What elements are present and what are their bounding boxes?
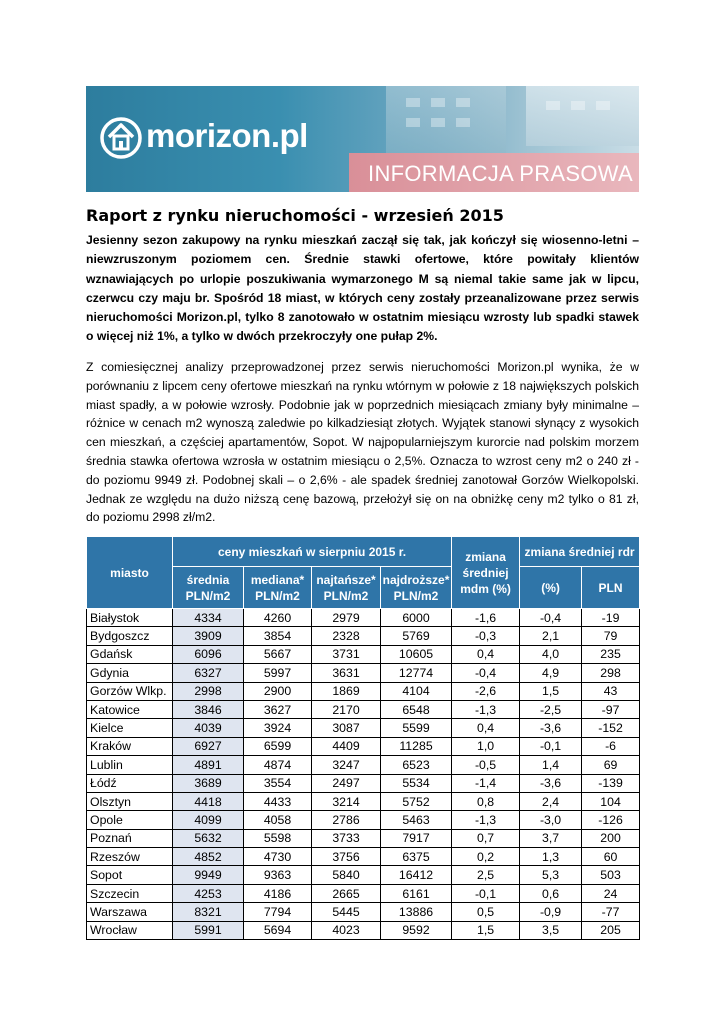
table-cell-rdr-pln: 205 <box>582 921 640 939</box>
table-cell-median: 3554 <box>244 774 312 792</box>
table-cell-mdm: -1,4 <box>452 774 520 792</box>
table-cell-mdm: -0,1 <box>452 884 520 902</box>
table-row <box>87 627 640 645</box>
table-cell-max: 5463 <box>381 811 452 829</box>
table-cell-rdr-pct: 3,5 <box>520 921 582 939</box>
table-cell-rdr-pct: 4,9 <box>520 664 582 682</box>
table-cell-city: Opole <box>87 811 173 829</box>
table-row <box>87 737 640 755</box>
table-cell-rdr-pct: 5,3 <box>520 866 582 884</box>
table-cell-max: 5534 <box>381 774 452 792</box>
table-cell-min: 5840 <box>312 866 381 884</box>
table-cell-city: Warszawa <box>87 903 173 921</box>
table-cell-median: 7794 <box>244 903 312 921</box>
table-cell-rdr-pln: 235 <box>582 645 640 663</box>
table-cell-mdm: 1,5 <box>452 921 520 939</box>
table-cell-rdr-pln: 43 <box>582 682 640 700</box>
table-cell-avg: 5632 <box>173 829 244 847</box>
table-cell-min: 4409 <box>312 737 381 755</box>
table-row <box>87 719 640 737</box>
table-cell-avg: 4099 <box>173 811 244 829</box>
table-cell-mdm: -1,3 <box>452 811 520 829</box>
table-cell-rdr-pln: -77 <box>582 903 640 921</box>
table-cell-mdm: 0,4 <box>452 645 520 663</box>
table-cell-median: 4433 <box>244 792 312 810</box>
table-cell-min: 2786 <box>312 811 381 829</box>
table-cell-avg: 6927 <box>173 737 244 755</box>
table-cell-max: 5769 <box>381 627 452 645</box>
table-cell-avg: 8321 <box>173 903 244 921</box>
table-cell-min: 5445 <box>312 903 381 921</box>
table-cell-rdr-pct: -0,9 <box>520 903 582 921</box>
table-cell-city: Kraków <box>87 737 173 755</box>
table-cell-mdm: -0,5 <box>452 756 520 774</box>
table-cell-city: Rzeszów <box>87 848 173 866</box>
banner-window <box>406 98 420 107</box>
table-cell-avg: 4418 <box>173 792 244 810</box>
table-cell-min: 3731 <box>312 645 381 663</box>
table-cell-city: Wrocław <box>87 921 173 939</box>
table-row <box>87 700 640 718</box>
table-cell-city: Lublin <box>87 756 173 774</box>
table-cell-mdm: 0,5 <box>452 903 520 921</box>
table-cell-min: 2665 <box>312 884 381 902</box>
table-cell-rdr-pln: 79 <box>582 627 640 645</box>
table-cell-rdr-pln: 200 <box>582 829 640 847</box>
table-cell-city: Kielce <box>87 719 173 737</box>
table-cell-mdm: -0,3 <box>452 627 520 645</box>
press-release-strip <box>349 153 639 192</box>
header-city: miasto <box>87 537 173 609</box>
table-cell-avg: 6327 <box>173 664 244 682</box>
table-cell-max: 6523 <box>381 756 452 774</box>
header-prices: ceny mieszkań w sierpniu 2015 r. <box>173 537 452 567</box>
table-cell-rdr-pct: -0,1 <box>520 737 582 755</box>
table-cell-city: Szczecin <box>87 884 173 902</box>
table-cell-mdm: 0,7 <box>452 829 520 847</box>
table-row <box>87 645 640 663</box>
table-cell-mdm: -2,6 <box>452 682 520 700</box>
table-cell-median: 9363 <box>244 866 312 884</box>
table-cell-rdr-pln: -126 <box>582 811 640 829</box>
table-cell-rdr-pct: 3,7 <box>520 829 582 847</box>
table-cell-min: 4023 <box>312 921 381 939</box>
table-cell-min: 3087 <box>312 719 381 737</box>
table-cell-city: Katowice <box>87 700 173 718</box>
banner-window <box>456 118 470 127</box>
header-rdr: zmiana średniej rdr <box>520 537 640 567</box>
table-cell-min: 2328 <box>312 627 381 645</box>
header-avg: średnia PLN/m2 <box>173 567 244 609</box>
lead-paragraph: Jesienny sezon zakupowy na rynku mieszkań zaczął się tak, jak kończył się wiosenno-letni – niewzruszonym poziomem cen. Średnie stawki ofertowe, które powitały klientów wznawiających po urlopie poszukiwania wymarzonego M są niemal takie same jak w lipcu, czerwcu czy maju br. Spośród 18 miast, w których ceny zostały przeanalizowane przez serwis nieruchomości Morizon.pl, tylko 8 zanotowało w ostatnim miesiącu wzrosty lub spadki stawek o więcej niż 1%, a tylko w dwóch przekroczyły one pułap 2%. <box>86 233 639 344</box>
banner-window <box>456 98 470 107</box>
table-cell-median: 4874 <box>244 756 312 774</box>
table-cell-median: 5667 <box>244 645 312 663</box>
banner-window <box>571 101 585 110</box>
header-max: najdroższe* PLN/m2 <box>381 567 452 609</box>
table-cell-city: Gorzów Wlkp. <box>87 682 173 700</box>
table-cell-min: 3631 <box>312 664 381 682</box>
table-cell-city: Bydgoszcz <box>87 627 173 645</box>
table-cell-rdr-pct: 2,4 <box>520 792 582 810</box>
table-cell-max: 9592 <box>381 921 452 939</box>
table-row <box>87 811 640 829</box>
table-cell-min: 3247 <box>312 756 381 774</box>
table-cell-city: Gdynia <box>87 664 173 682</box>
table-cell-rdr-pct: -3,0 <box>520 811 582 829</box>
table-cell-avg: 3846 <box>173 700 244 718</box>
table-cell-max: 11285 <box>381 737 452 755</box>
house-logo-icon <box>100 111 144 161</box>
table-cell-median: 5997 <box>244 664 312 682</box>
table-cell-rdr-pct: 1,3 <box>520 848 582 866</box>
table-cell-city: Poznań <box>87 829 173 847</box>
table-cell-avg: 4852 <box>173 848 244 866</box>
table-row <box>87 664 640 682</box>
table-cell-median: 4730 <box>244 848 312 866</box>
table-cell-mdm: 0,2 <box>452 848 520 866</box>
table-row <box>87 866 640 884</box>
logo-wordmark: morizon.pl <box>146 117 308 154</box>
prices-table <box>86 536 640 940</box>
table-row <box>87 921 640 939</box>
table-cell-median: 4058 <box>244 811 312 829</box>
table-cell-max: 5599 <box>381 719 452 737</box>
header-median: mediana* PLN/m2 <box>244 567 312 609</box>
banner-window <box>406 118 420 127</box>
table-row <box>87 829 640 847</box>
table-cell-rdr-pct: 1,5 <box>520 682 582 700</box>
banner-window <box>431 98 445 107</box>
header-rdr-pct: (%) <box>520 567 582 609</box>
table-cell-rdr-pln: -6 <box>582 737 640 755</box>
table-row <box>87 756 640 774</box>
table-row <box>87 903 640 921</box>
header-min: najtańsze* PLN/m2 <box>312 567 381 609</box>
table-cell-mdm: 0,8 <box>452 792 520 810</box>
table-cell-rdr-pln: 503 <box>582 866 640 884</box>
prices-table-body <box>87 609 640 940</box>
table-cell-median: 2900 <box>244 682 312 700</box>
table-cell-avg: 4253 <box>173 884 244 902</box>
table-cell-max: 6548 <box>381 700 452 718</box>
table-cell-rdr-pln: -19 <box>582 609 640 627</box>
header-rdr-pln: PLN <box>582 567 640 609</box>
table-cell-rdr-pct: 1,4 <box>520 756 582 774</box>
table-cell-min: 2170 <box>312 700 381 718</box>
table-cell-min: 3756 <box>312 848 381 866</box>
table-cell-mdm: -0,4 <box>452 664 520 682</box>
header-mdm: zmiana średniej mdm (%) <box>452 537 520 609</box>
table-cell-rdr-pct: -0,4 <box>520 609 582 627</box>
table-cell-rdr-pln: 69 <box>582 756 640 774</box>
table-cell-avg: 9949 <box>173 866 244 884</box>
table-cell-median: 6599 <box>244 737 312 755</box>
table-cell-mdm: -1,6 <box>452 609 520 627</box>
table-cell-max: 12774 <box>381 664 452 682</box>
table-cell-avg: 3689 <box>173 774 244 792</box>
table-cell-max: 13886 <box>381 903 452 921</box>
table-row <box>87 792 640 810</box>
banner-window <box>431 118 445 127</box>
table-cell-max: 7917 <box>381 829 452 847</box>
table-cell-median: 4186 <box>244 884 312 902</box>
table-cell-mdm: 0,4 <box>452 719 520 737</box>
table-cell-rdr-pln: 298 <box>582 664 640 682</box>
table-row <box>87 609 640 627</box>
table-cell-min: 3733 <box>312 829 381 847</box>
table-cell-avg: 4039 <box>173 719 244 737</box>
table-cell-mdm: 2,5 <box>452 866 520 884</box>
table-cell-max: 6000 <box>381 609 452 627</box>
report-title: Raport z rynku nieruchomości - wrzesień 2015 <box>86 206 504 225</box>
table-cell-max: 16412 <box>381 866 452 884</box>
table-cell-avg: 2998 <box>173 682 244 700</box>
table-cell-min: 2979 <box>312 609 381 627</box>
banner-building-right <box>526 86 639 146</box>
table-cell-rdr-pln: -97 <box>582 700 640 718</box>
table-cell-min: 3214 <box>312 792 381 810</box>
table-cell-median: 3854 <box>244 627 312 645</box>
table-cell-avg: 5991 <box>173 921 244 939</box>
table-cell-max: 5752 <box>381 792 452 810</box>
table-cell-rdr-pct: -2,5 <box>520 700 582 718</box>
table-cell-city: Łódź <box>87 774 173 792</box>
table-cell-max: 10605 <box>381 645 452 663</box>
table-cell-city: Białystok <box>87 609 173 627</box>
table-row <box>87 682 640 700</box>
table-cell-city: Sopot <box>87 866 173 884</box>
table-cell-rdr-pln: 104 <box>582 792 640 810</box>
table-row <box>87 848 640 866</box>
table-cell-mdm: 1,0 <box>452 737 520 755</box>
table-cell-max: 4104 <box>381 682 452 700</box>
table-cell-min: 2497 <box>312 774 381 792</box>
table-cell-rdr-pln: 60 <box>582 848 640 866</box>
table-cell-rdr-pct: 0,6 <box>520 884 582 902</box>
press-banner <box>86 86 639 192</box>
banner-window <box>546 101 560 110</box>
table-cell-rdr-pct: 4,0 <box>520 645 582 663</box>
banner-window <box>596 101 610 110</box>
table-row <box>87 774 640 792</box>
body-paragraph: Z comiesięcznej analizy przeprowadzonej przez serwis nieruchomości Morizon.pl wynika, że w porównaniu z lipcem ceny ofertowe mieszkań na rynku wtórnym w połowie z 18 największych polskich miast spadły, a w połowie wzrosły. Podobnie jak w poprzednich miesiącach zmiany były minimalne – różnice w cenach m2 wynoszą zaledwie po kilkadziesiąt złotych. Wyjątek stanowi słynący z wysokich cen mieszkań, a częściej apartamentów, Sopot. W najpopularniejszym kurorcie nad polskim morzem średnia stawka ofertowa wzrosła w ostatnim miesiącu o 2,5%. Oznacza to wzrost ceny m2 o 240 zł - do poziomu 9949 zł. Podobnej skali – o 2,6% - ale spadek średniej zanotował Gorzów Wielkopolski. Jednak ze względu na dużo niższą cenę bazową, przełożył się on na obniżkę ceny m2 tylko o 81 zł, do poziomu 2998 zł/m2. <box>86 360 639 525</box>
table-row <box>87 884 640 902</box>
table-cell-city: Gdańsk <box>87 645 173 663</box>
table-cell-avg: 6096 <box>173 645 244 663</box>
press-release-label: INFORMACJA PRASOWA <box>368 161 633 186</box>
table-cell-median: 3924 <box>244 719 312 737</box>
table-cell-min: 1869 <box>312 682 381 700</box>
morizon-logo <box>100 111 308 163</box>
table-cell-mdm: -1,3 <box>452 700 520 718</box>
table-cell-rdr-pct: 2,1 <box>520 627 582 645</box>
table-cell-rdr-pct: -3,6 <box>520 719 582 737</box>
table-cell-rdr-pln: -152 <box>582 719 640 737</box>
table-cell-median: 4260 <box>244 609 312 627</box>
table-cell-rdr-pln: 24 <box>582 884 640 902</box>
banner-building-left <box>386 86 506 156</box>
table-cell-median: 5598 <box>244 829 312 847</box>
table-cell-avg: 3909 <box>173 627 244 645</box>
table-cell-median: 3627 <box>244 700 312 718</box>
table-cell-rdr-pct: -3,6 <box>520 774 582 792</box>
table-cell-rdr-pln: -139 <box>582 774 640 792</box>
table-cell-avg: 4891 <box>173 756 244 774</box>
table-cell-city: Olsztyn <box>87 792 173 810</box>
table-cell-max: 6161 <box>381 884 452 902</box>
table-cell-avg: 4334 <box>173 609 244 627</box>
table-cell-median: 5694 <box>244 921 312 939</box>
table-cell-max: 6375 <box>381 848 452 866</box>
